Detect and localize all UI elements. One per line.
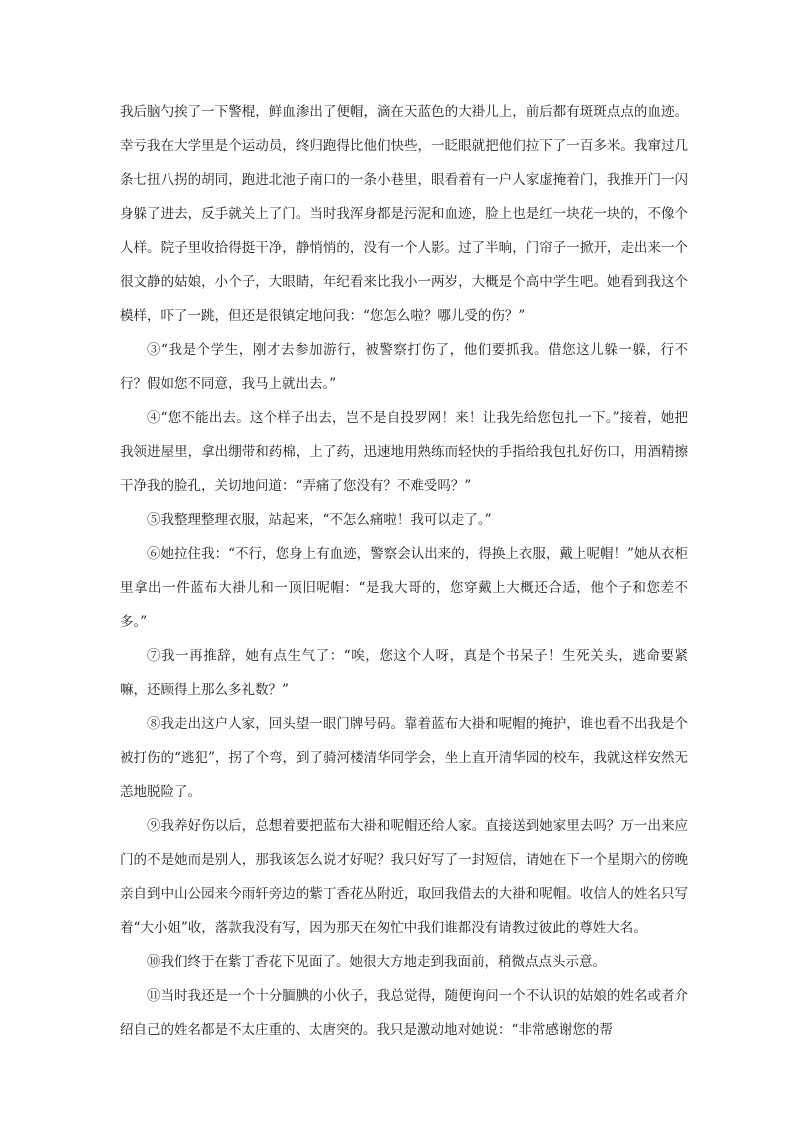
paragraph-11: ⑪当时我还是一个十分腼腆的小伙子，我总觉得，随便询问一个不认识的姑娘的姓名或者介绍自己的姓名都是不太庄重的、太唐突的。我只是激动地对她说：“非常感谢您的帮 <box>120 988 688 1038</box>
paragraph-4: ④“您不能出去。这个样子出去，岂不是自投罗网！来！让我先给您包扎一下。”接着，她把我领进屋里，拿出绷带和药棉，上了药，迅速地用熟练而轻快的手指给我包扎好伤口，用酒精擦干净我的脸孔，关切地问道：“弄痛了您没有？不难受吗？” <box>120 410 688 494</box>
paragraph-intro: 我后脑勺挨了一下警棍，鲜血渗出了便帽，滴在天蓝色的大褂儿上，前后都有斑斑点点的血迹。幸亏我在大学里是个运动员，终归跑得比他们快些，一眨眼就把他们拉下了一百多米。我窜过几条七扭八拐的胡同，跑进北池子南口的一条小巷里，眼看着有一户人家虚掩着门，我推开门一闪身躲了进去，反手就关上了门。当时我浑身都是污泥和血迹，脸上也是红一块花一块的，不像个人样。院子里收拾得挺干净，静悄悄的，没有一个人影。过了半晌，门帘子一掀开，走出来一个很文静的姑娘，小个子，大眼睛，年纪看来比我小一两岁，大概是个高中学生吧。她看到我这个模样，吓了一跳，但还是很镇定地问我：“您怎么啦？哪儿受的伤？” <box>120 104 688 324</box>
paragraph-10: ⑩我们终于在紫丁香花下见面了。她很大方地走到我面前，稍微点点头示意。 <box>147 954 606 970</box>
paragraph-7: ⑦我一再推辞，她有点生气了：“唉，您这个人呀，真是个书呆子！生死关头，逃命要紧嘛，还顾得上那么多礼数？” <box>120 648 688 698</box>
paragraph-3: ③“我是个学生，刚才去参加游行，被警察打伤了，他们要抓我。借您这儿躲一躲，行不行？假如您不同意，我马上就出去。” <box>120 342 688 392</box>
paragraph-9: ⑨我养好伤以后，总想着要把蓝布大褂和呢帽还给人家。直接送到她家里去吗？万一出来应门的不是她而是别人，那我该怎么说才好呢？我只好写了一封短信，请她在下一个星期六的傍晚亲自到中山公园来今雨轩旁边的紫丁香花丛附近，取回我借去的大褂和呢帽。收信人的姓名只写着“大小姐”收，落款我没有写，因为那天在匆忙中我们谁都没有请教过彼此的尊姓大名。 <box>120 818 688 936</box>
paragraph-8: ⑧我走出这户人家，回头望一眼门牌号码。靠着蓝布大褂和呢帽的掩护，谁也看不出我是个被打伤的“逃犯”，拐了个弯，到了骑河楼清华同学会，坐上直开清华园的校车，我就这样安然无恙地脱险了。 <box>120 716 688 800</box>
document-body <box>120 95 688 1047</box>
paragraph-5: ⑤我整理整理衣服，站起来，“不怎么痛啦！我可以走了。” <box>147 512 492 528</box>
paragraph-6: ⑥她拉住我：“不行，您身上有血迹，警察会认出来的，得换上衣服，戴上呢帽！”她从衣柜里拿出一件蓝布大褂儿和一顶旧呢帽：“是我大哥的，您穿戴上大概还合适，他个子和您差不多。” <box>120 546 688 630</box>
